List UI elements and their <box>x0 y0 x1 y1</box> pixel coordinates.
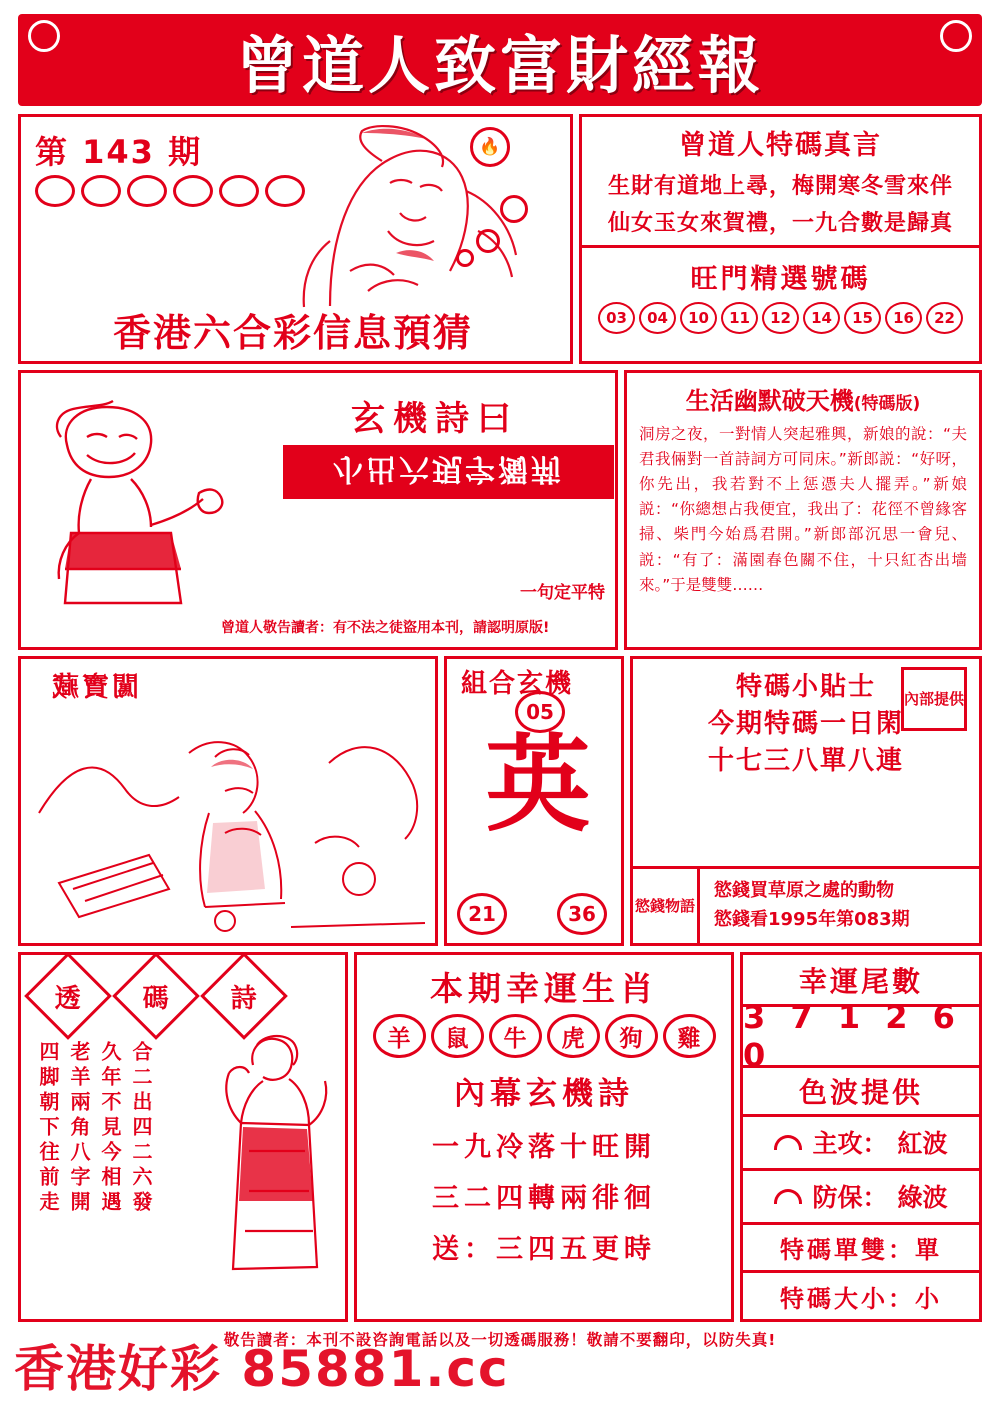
tip-line-2: 今期特碼一日閑 <box>707 708 904 739</box>
toma-panel <box>18 952 348 1322</box>
defend-label: 防保： <box>812 1183 888 1213</box>
upper-section <box>18 114 982 364</box>
issue-ball <box>173 175 213 207</box>
attack-label: 主攻： <box>812 1129 888 1159</box>
issue-ball <box>35 175 75 207</box>
toma-title-char: 詩 <box>230 983 258 1014</box>
picks-heading: 旺門精選號碼 <box>690 264 871 295</box>
defend-cell <box>743 1171 979 1225</box>
masthead-corner-left-icon <box>28 20 60 52</box>
copyright-warning: 曾道人敬告讀者：有不法之徒盜用本刊，請認明原版! <box>221 620 550 636</box>
toma-title-char: 碼 <box>142 983 170 1014</box>
third-section <box>18 656 982 946</box>
divider <box>582 245 979 248</box>
lucky-panel <box>354 952 734 1322</box>
inner-poem-line: 一九冷落十旺開 <box>432 1132 656 1163</box>
tail-numbers: 3 7 1 2 6 0 <box>743 998 962 1075</box>
combo-ball-top: 05 <box>515 691 565 733</box>
tip-title: 特碼小貼士 <box>735 672 876 702</box>
combo-title: 組合玄機 <box>461 669 574 699</box>
pick-ball: 11 <box>721 302 758 334</box>
toma-title-row <box>37 965 275 1027</box>
zodiac-ball: 狗 <box>605 1014 658 1058</box>
pick-ball: 16 <box>885 302 922 334</box>
toma-column: 合二出四二六發 <box>129 1041 153 1216</box>
tip-footer <box>633 866 979 943</box>
zodiac-ball: 牛 <box>489 1014 542 1058</box>
humor-title-sub: (特碼版) <box>853 394 921 414</box>
lucky-title: 本期幸運生肖 <box>430 969 658 1008</box>
humor-title-main: 生活幽默破天機 <box>685 387 854 415</box>
issue-ball <box>219 175 259 207</box>
inner-poem-line: 三二四轉兩徘徊 <box>432 1183 656 1214</box>
issue-ball <box>127 175 167 207</box>
robed-figure-illustration <box>205 1031 335 1281</box>
internal-stamp: 內部提供 <box>901 667 967 731</box>
issue-ball <box>81 175 121 207</box>
humor-panel <box>624 370 982 650</box>
xuanji-title: 玄機詩曰 <box>351 399 519 439</box>
tip-line-3: 十七三八單八連 <box>707 745 904 776</box>
truth-line: 仙女玉女來賀禮，一九合數是歸真 <box>607 211 953 236</box>
tip-footer-text <box>700 869 979 943</box>
toma-columns <box>35 1041 153 1291</box>
pick-ball: 04 <box>639 302 676 334</box>
side-panel <box>740 952 982 1322</box>
big-small-text: 特碼大小：小 <box>780 1284 942 1313</box>
treasure-scene-illustration <box>29 693 429 933</box>
xuanji-panel <box>18 370 618 650</box>
xuanji-note: 一句定平特 <box>520 583 605 603</box>
tail-numbers-cell <box>743 998 979 1075</box>
page-title: 曾道人致富財經報 <box>235 28 764 102</box>
attack-value: 紅波 <box>897 1129 948 1159</box>
odd-even-cell <box>743 1225 979 1274</box>
inner-poem-title: 內幕玄機詩 <box>454 1076 634 1112</box>
toma-title-diamond <box>112 952 200 1040</box>
toma-column: 老羊兩角八字開 <box>67 1041 91 1216</box>
wave-title-cell <box>743 1068 979 1117</box>
treasure-panel <box>18 656 438 946</box>
pick-ball: 22 <box>926 302 963 334</box>
humor-body: 洞房之夜，一對情人突起雅興，新娘的說：“夫君我倆對一首詩詞方可同床。”新郎説：“好呀，你先出，我若對不上惩憑夫人擺弄。”新娘説：“你總想占我便宜，我出了：花徑不曾緣客掃、柴門今始爲君開。”新郎部沉思一會兒、説：“有了：滿園春色關不住，十只紅杏出墙來。”于是雙雙…… <box>639 425 967 594</box>
woman-portrait-illustration <box>270 121 560 311</box>
humor-title <box>627 373 979 418</box>
tip-block <box>633 659 979 866</box>
arc-icon <box>774 1135 802 1150</box>
masthead <box>18 14 982 106</box>
picks-number-row <box>582 302 979 342</box>
watermark-text: 香港好彩 <box>14 1340 222 1398</box>
pick-ball: 15 <box>844 302 881 334</box>
middle-section <box>18 370 982 650</box>
truth-line: 生財有道地上尋，梅開寒冬雪來伴 <box>607 174 953 199</box>
pick-ball: 03 <box>598 302 635 334</box>
toma-column: 久年不見今相遇 <box>98 1041 122 1216</box>
defend-value: 綠波 <box>897 1183 948 1213</box>
tip-footer-label: 慾錢物語 <box>633 869 700 943</box>
toma-column: 四脚朝下往前走 <box>36 1041 60 1216</box>
truth-heading: 曾道人特碼真言 <box>679 130 882 161</box>
flame-icon: 🔥 <box>470 127 510 167</box>
combo-panel <box>444 656 624 946</box>
inner-poem-line: 送：三四五更時 <box>432 1234 656 1265</box>
arc-icon <box>774 1189 802 1204</box>
tip-panel <box>630 656 982 946</box>
tip-footer-line: 慾錢買草原之處的動物 <box>714 880 894 901</box>
watermark <box>14 1329 510 1401</box>
watermark-url: 85881.cc <box>241 1340 510 1398</box>
pick-ball: 12 <box>762 302 799 334</box>
toma-title-char: 透 <box>54 983 82 1014</box>
attack-cell <box>743 1117 979 1171</box>
toma-title-diamond <box>24 952 112 1040</box>
zodiac-ball: 鼠 <box>431 1014 484 1058</box>
pick-ball: 14 <box>803 302 840 334</box>
odd-even-text: 特碼單雙：單 <box>780 1236 942 1264</box>
pick-ball: 10 <box>680 302 717 334</box>
issue-panel <box>18 114 573 364</box>
big-small-cell <box>743 1273 979 1319</box>
zodiac-ball: 雞 <box>663 1014 716 1058</box>
issue-label: 第 143 期 <box>35 133 203 171</box>
masthead-corner-right-icon <box>940 20 972 52</box>
treasure-title: 闖寶藏 <box>49 672 139 703</box>
zodiac-ball: 虎 <box>547 1014 600 1058</box>
combo-ball-left: 21 <box>457 893 507 935</box>
combo-ball-right: 36 <box>557 893 607 935</box>
wave-title: 色波提供 <box>798 1076 923 1109</box>
issue-ball-row <box>35 175 305 207</box>
zodiac-ball: 羊 <box>373 1014 426 1058</box>
zodiac-row <box>357 1014 731 1064</box>
subtitle-banner: 香港六合彩信息預猜 <box>112 310 473 355</box>
toma-title-diamond <box>200 952 288 1040</box>
tail-title: 幸運尾數 <box>798 964 923 998</box>
truth-panel <box>579 114 982 364</box>
tip-footer-line: 慾錢看1995年第083期 <box>714 908 910 930</box>
combo-character: 英 <box>485 724 591 846</box>
cartoon-man-illustration <box>31 393 261 613</box>
attack-row <box>774 1124 947 1160</box>
bottom-section <box>18 952 982 1322</box>
xuanji-plate: 小出六現字濁荊 <box>283 445 614 499</box>
defend-row <box>774 1178 947 1214</box>
footer-note: 敬告讀者：本刊不設咨詢電話以及一切透碼服務！敬請不要翻印，以防失真! <box>223 1331 777 1349</box>
